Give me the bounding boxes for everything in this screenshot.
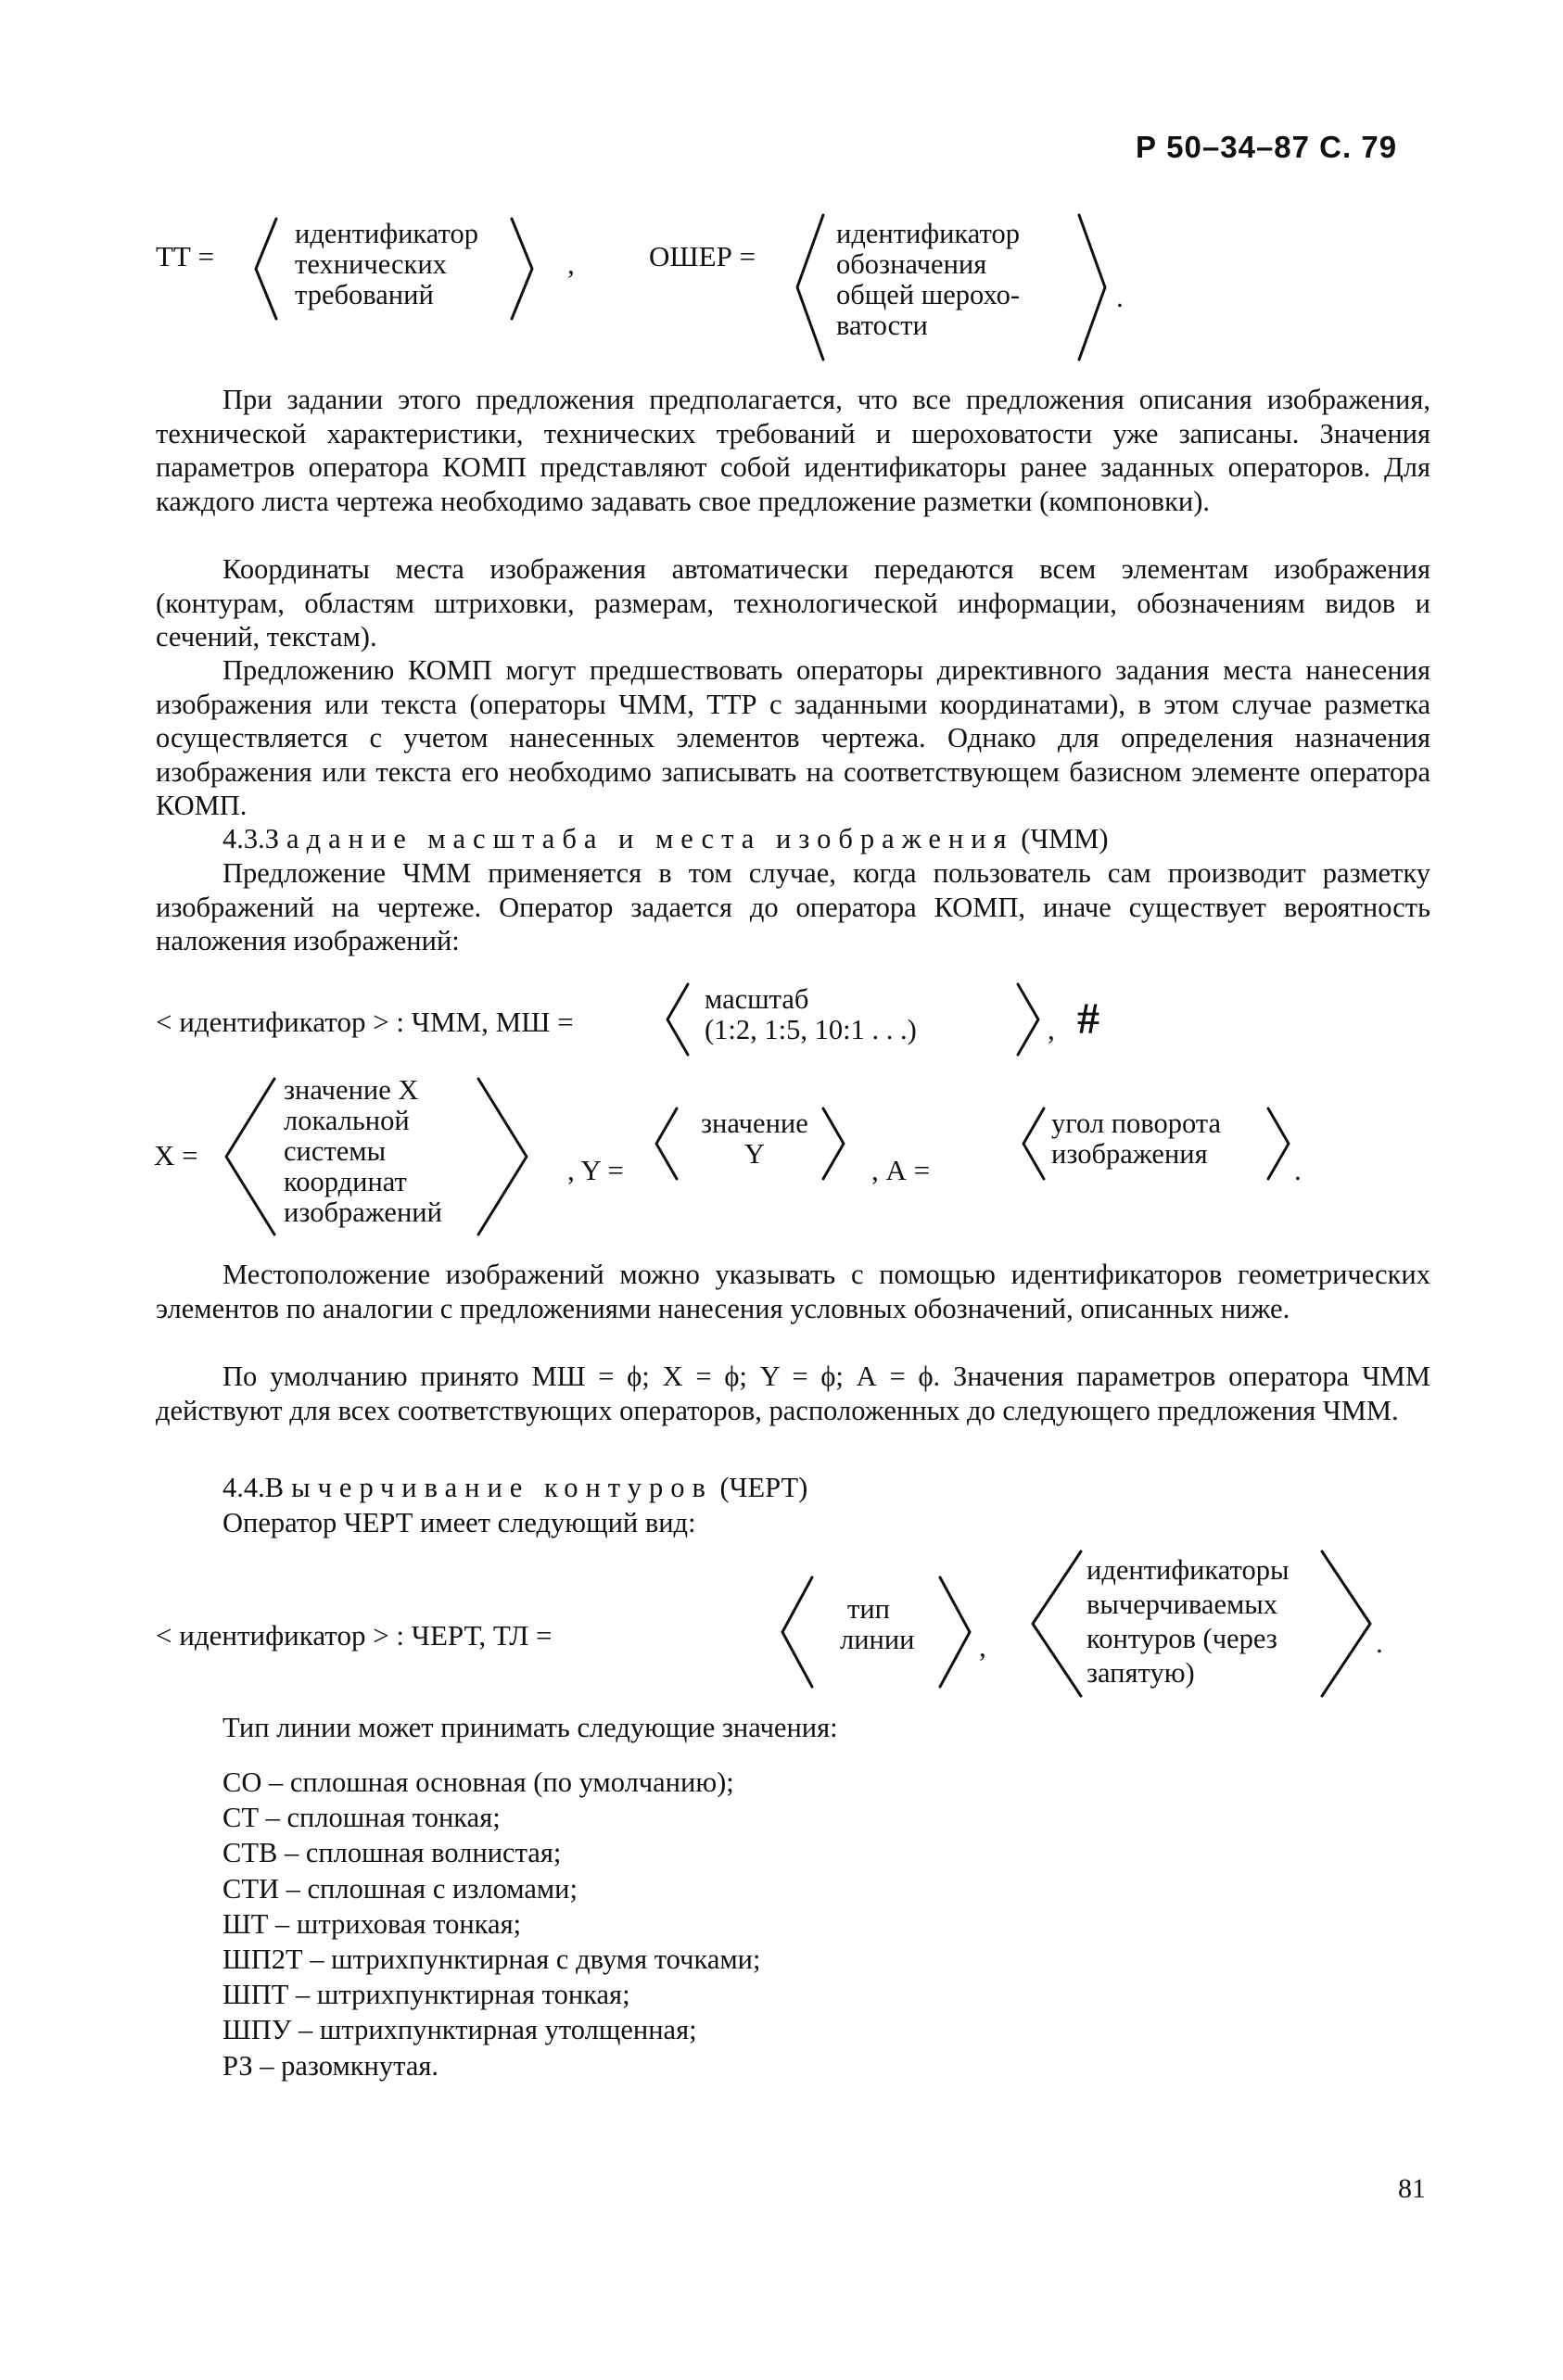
formula-chert-type-line: тип xyxy=(847,1593,890,1625)
formula-chert-contours-stack xyxy=(1086,1553,1289,1690)
right-angle-bracket xyxy=(475,1077,530,1236)
paragraph-text: Местоположение изображений можно указывать с помощью идентификаторов геометрических элементов по аналогии с предложениями нанесения условных обозначений, описанных ниже. xyxy=(156,1259,1430,1324)
formula-a-stack xyxy=(1051,1108,1221,1170)
list-item: СТИ – сплошная с изломами; xyxy=(222,1872,578,1905)
formula-tt-line: требований xyxy=(295,279,434,310)
document-reference: Р 50–34–87 С. 79 xyxy=(1136,130,1398,164)
section-suffix: (ЧММ) xyxy=(1021,823,1109,855)
formula-chmm-stack xyxy=(705,984,917,1045)
formula-separator: , xyxy=(1048,1013,1055,1045)
formula-tt-lhs: ТТ = xyxy=(156,240,215,272)
formula-chert-type-line: линии xyxy=(840,1624,915,1655)
left-angle-bracket xyxy=(1029,1550,1085,1698)
paragraph-text: При задании этого предложения предполагается, что все предложения описания изображения, технической характеристики, технических требований и шероховатости уже записаны. Значения параметров оператора КОМП представляют собой идентификаторы ранее заданных операторов. Для каждого листа чертежа необходимо задавать свое предложение разметки (компоновки). xyxy=(156,384,1430,517)
section-suffix: (ЧЕРТ) xyxy=(719,1472,808,1503)
list-item: РЗ – разомкнутая. xyxy=(222,2049,439,2082)
section-title: Вычерчивание контуров xyxy=(264,1472,713,1503)
line-types-list xyxy=(222,1765,760,2083)
list-item: СО – сплошная основная (по умолчанию); xyxy=(222,1766,734,1798)
paragraph-defaults xyxy=(156,1360,1430,1427)
formula-chert-contours-line: контуров (через xyxy=(1086,1623,1277,1654)
list-item: ШТ – штриховая тонкая; xyxy=(222,1907,522,1940)
formula-separator: , xyxy=(979,1630,986,1663)
formula-oscher-stack xyxy=(836,219,1020,341)
formula-a-lhs: , А = xyxy=(871,1154,931,1186)
formula-end-period: . xyxy=(1116,281,1124,313)
right-angle-bracket xyxy=(1075,213,1109,361)
right-angle-bracket xyxy=(1014,982,1042,1057)
left-angle-bracket xyxy=(252,217,280,321)
section-number: 4.4. xyxy=(222,1472,265,1503)
page-number: 81 xyxy=(1398,2173,1426,2204)
formula-chert-type-stack xyxy=(840,1594,915,1655)
paragraph-line-types-intro: Тип линии может принимать следующие значения: xyxy=(222,1712,838,1743)
list-item: СТ – сплошная тонкая; xyxy=(222,1802,501,1834)
formula-tt-line: идентификатор xyxy=(295,218,478,249)
formula-chmm-top: масштаб xyxy=(705,983,809,1015)
formula-end-period: . xyxy=(1294,1154,1302,1186)
formula-oscher-line: обозначения xyxy=(836,248,987,280)
list-item: СТВ – сплошная волнистая; xyxy=(222,1837,562,1869)
formula-y-lhs: , Y = xyxy=(567,1154,624,1186)
list-item: ШПУ – штрихпунктирная утолщенная; xyxy=(222,2014,697,2046)
paragraph-chmm-usage xyxy=(156,856,1430,958)
hash-symbol: # xyxy=(1077,994,1099,1044)
paragraph-text: Координаты места изображения автоматически передаются всем элементам изображения (контурам, областям штриховки, размерам, технологической информации, обозначениям видов и сечений, текстам). xyxy=(156,553,1430,653)
formula-y-line: значение xyxy=(701,1108,808,1139)
formula-chert-lhs: < идентификатор > : ЧЕРТ, ТЛ = xyxy=(156,1619,553,1652)
formula-tt-stack xyxy=(295,219,478,310)
formula-oscher-line: идентификатор xyxy=(836,218,1020,249)
formula-chert-contours-line: вычерчиваемых xyxy=(1086,1589,1278,1620)
formula-end-period: . xyxy=(1376,1627,1383,1659)
formula-oscher-lhs: ОШЕР = xyxy=(649,240,756,272)
left-angle-bracket xyxy=(1020,1107,1048,1181)
paragraph-text: По умолчанию принято МШ = ϕ; X = ϕ; Y = ϕ; А = ϕ. Значения параметров оператора ЧММ действуют для всех соответствующих операторов, расположенных до следующего предложения ЧММ. xyxy=(156,1361,1430,1426)
formula-chmm-lhs: < идентификатор > : ЧММ, МШ = xyxy=(156,1006,574,1038)
paragraph-kromp-intro xyxy=(156,383,1430,518)
formula-separator: , xyxy=(567,247,575,280)
section-number: 4.3. xyxy=(222,823,265,855)
formula-x-line: значение X xyxy=(284,1074,419,1106)
formula-chert-contours-line: идентификаторы xyxy=(1086,1554,1290,1586)
formula-x-line: координат xyxy=(284,1166,407,1197)
list-item: ШП2Т – штрихпунктирная с двумя точками; xyxy=(222,1943,761,1976)
right-angle-bracket xyxy=(1318,1550,1374,1698)
section-heading-4-4 xyxy=(222,1472,807,1504)
paragraph-text: Предложению КОМП могут предшествовать операторы директивного задания места нанесения изображения или текста (операторы ЧММ, ТТР с заданными координатами), в этом случае разметка осуществляется с учетом нанесенных элементов чертежа. Однако для определения назначения изображения или текста его необходимо записывать на соответствующем базисном элементе оператора КОМП. xyxy=(156,654,1430,822)
formula-y-line: Y xyxy=(743,1138,765,1170)
paragraph-location-identifiers xyxy=(156,1258,1430,1325)
formula-y-stack xyxy=(701,1108,808,1170)
formula-oscher-line: ватости xyxy=(836,310,928,341)
formula-x-lhs: X = xyxy=(154,1139,198,1171)
formula-a-line: изображения xyxy=(1051,1138,1208,1170)
paragraph-coordinates xyxy=(156,552,1430,654)
formula-x-stack xyxy=(284,1075,442,1228)
formula-tt-line: технических xyxy=(295,248,447,280)
formula-oscher-line: общей шерохо- xyxy=(836,279,1020,310)
paragraph-komp-preceding xyxy=(156,653,1430,823)
formula-x-line: изображений xyxy=(284,1196,442,1228)
right-angle-bracket xyxy=(508,217,536,321)
left-angle-bracket xyxy=(779,1576,816,1689)
left-angle-bracket xyxy=(664,982,692,1057)
section-title: Задание масштаба и места изображения xyxy=(264,823,1014,855)
formula-chert-contours-line: запятую) xyxy=(1086,1657,1195,1689)
formula-x-line: системы xyxy=(284,1135,387,1167)
section-heading-4-3 xyxy=(222,823,1109,855)
paragraph-chert-form: Оператор ЧЕРТ имеет следующий вид: xyxy=(222,1507,696,1538)
right-angle-bracket xyxy=(820,1107,847,1181)
right-angle-bracket xyxy=(936,1576,973,1689)
left-angle-bracket xyxy=(794,213,827,361)
left-angle-bracket xyxy=(222,1077,278,1236)
paragraph-text: Предложение ЧММ применяется в том случае, когда пользователь сам производит разметку изображений на чертеже. Оператор задается до оператора КОМП, иначе существует вероятность наложения изображений: xyxy=(156,857,1430,957)
formula-a-line: угол поворота xyxy=(1051,1108,1222,1139)
list-item: ШПТ – штрихпунктирная тонкая; xyxy=(222,1979,630,2011)
formula-x-line: локальной xyxy=(284,1105,410,1136)
formula-chmm-bottom: (1:2, 1:5, 10:1 . . .) xyxy=(705,1014,917,1045)
right-angle-bracket xyxy=(1264,1107,1292,1181)
left-angle-bracket xyxy=(653,1107,680,1181)
